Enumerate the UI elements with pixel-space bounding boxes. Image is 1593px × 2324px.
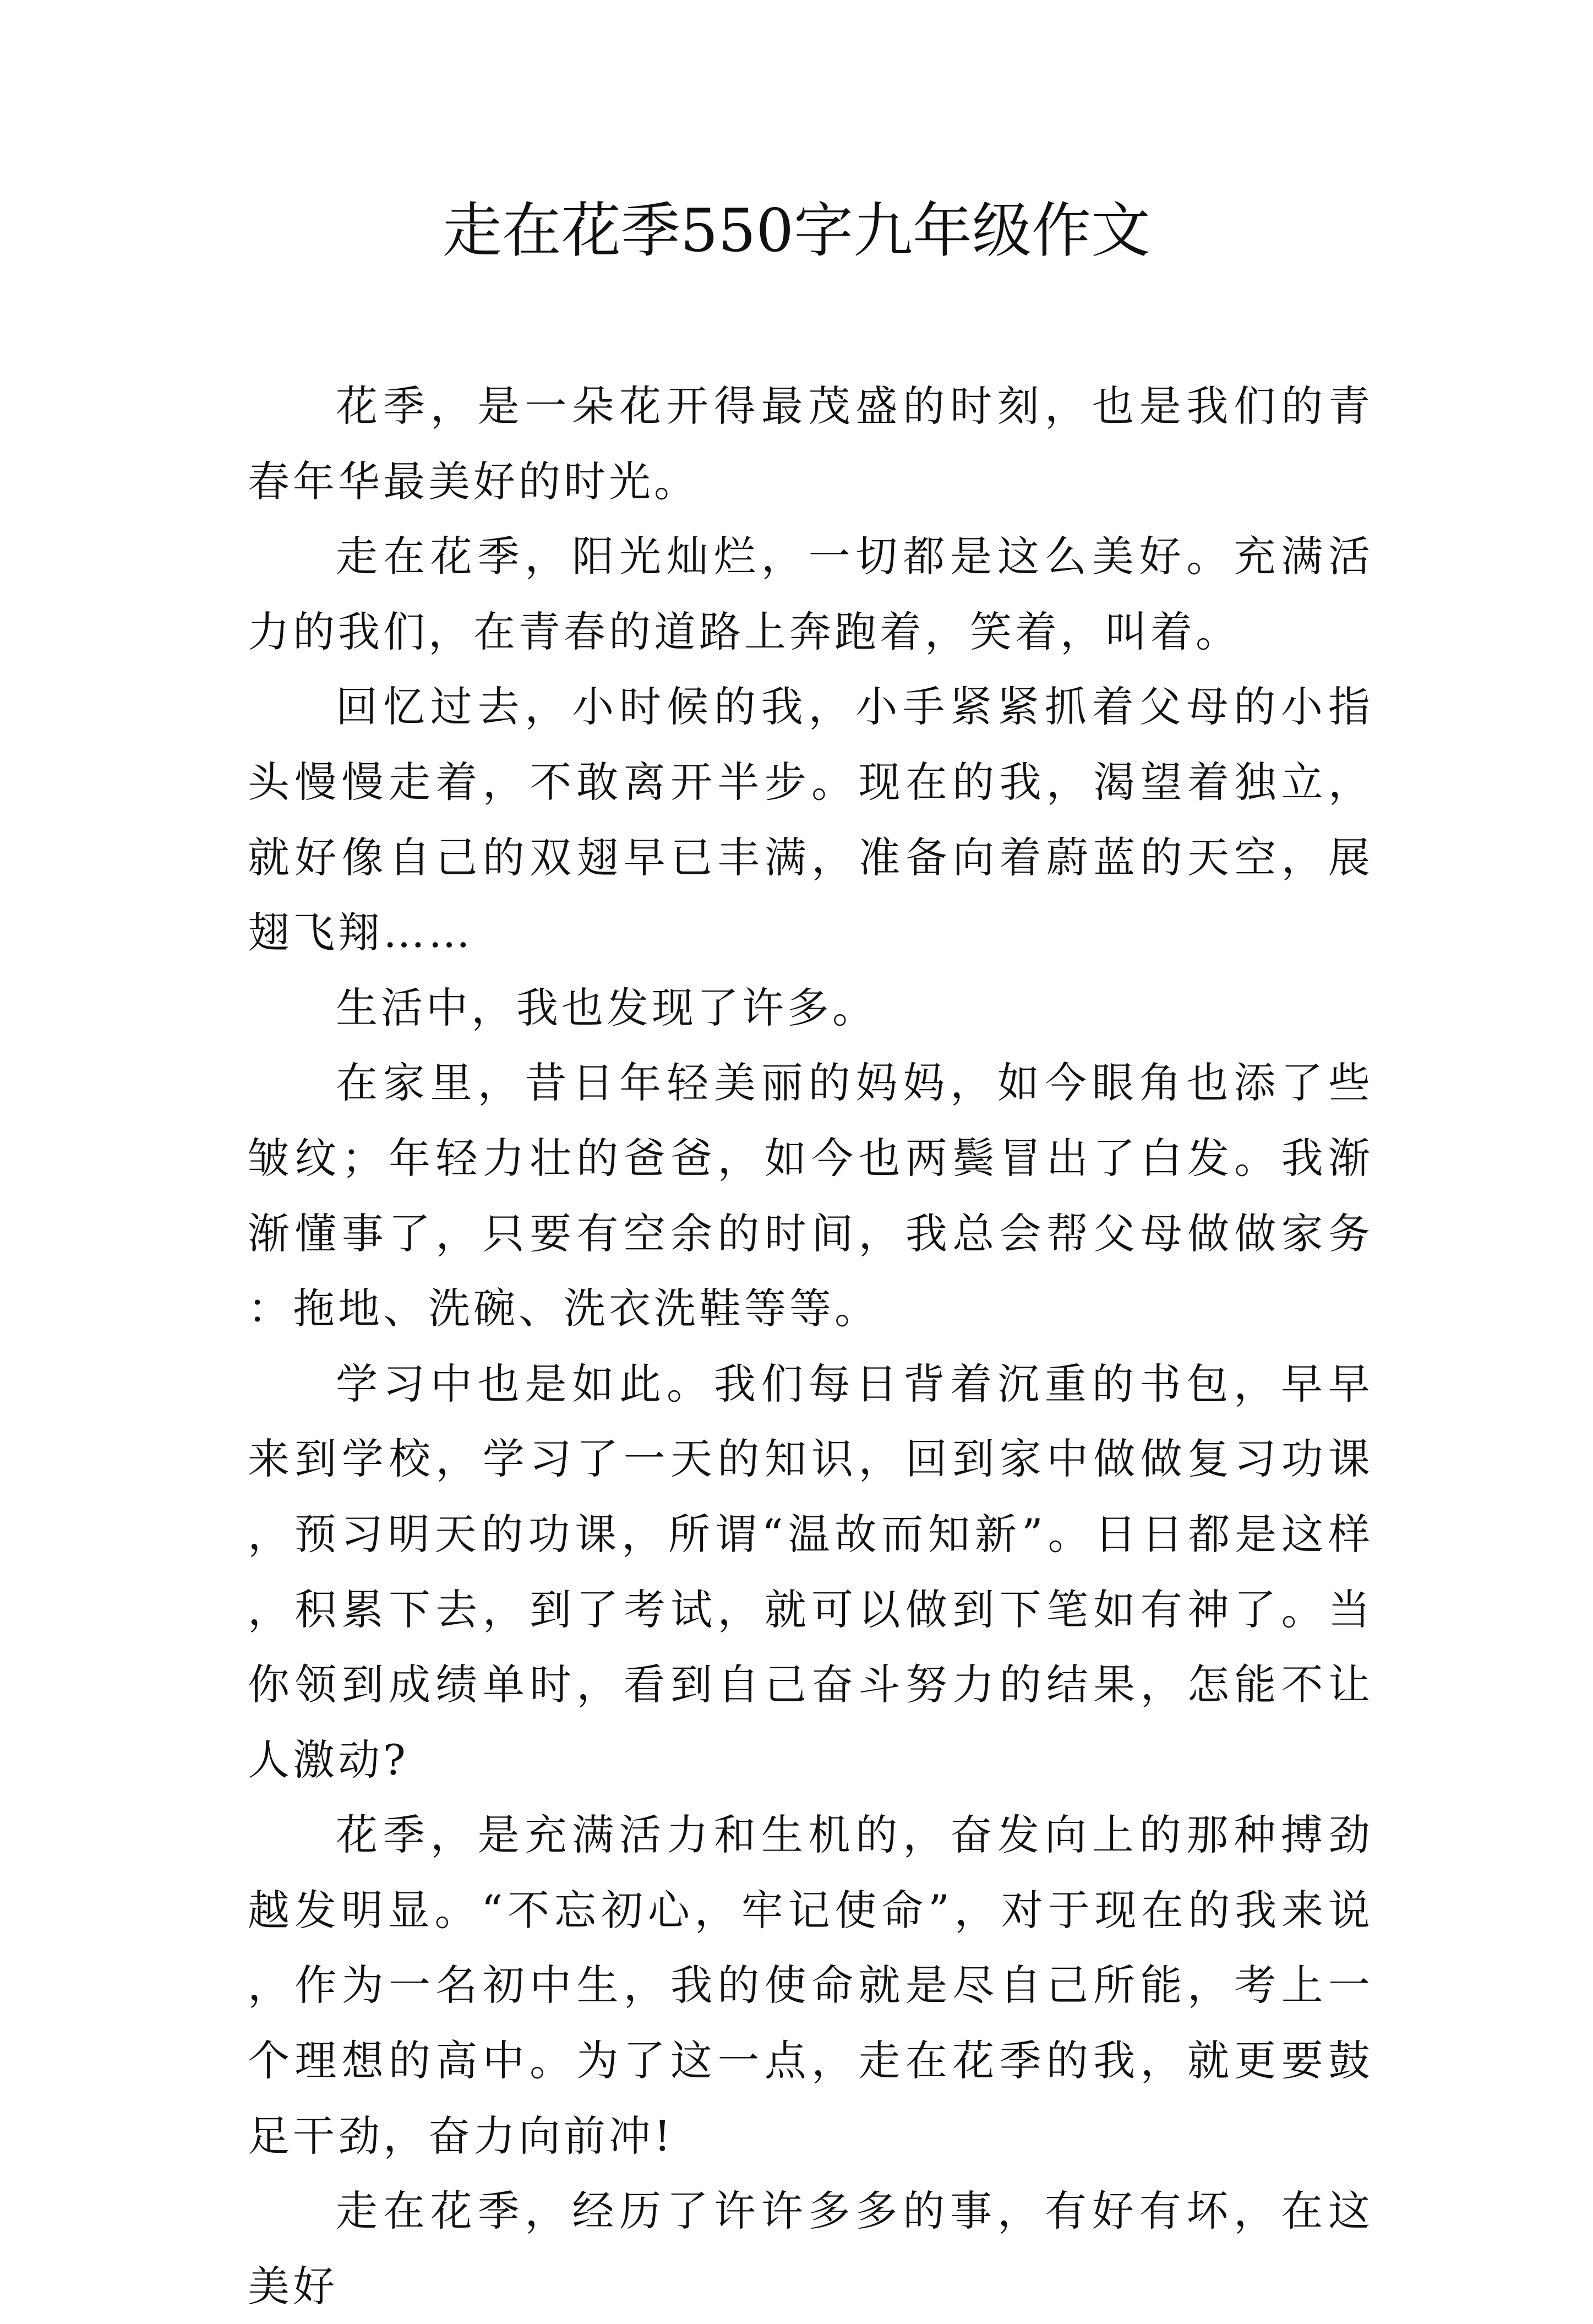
paragraph: 生活中，我也发现了许多。 bbox=[336, 983, 877, 1032]
document-title: 走在花季550字九年级作文 bbox=[442, 197, 1151, 265]
paragraph: 回忆过去，小时候的我，小手紧紧抓着父母的小指头慢慢走着，不敢离开半步。现在的我，渴望着独立，就好像自己的双翅早已丰满，准备向着蔚蓝的天空，展翅飞翔…… bbox=[248, 682, 1373, 957]
paragraph: 在家里，昔日年轻美丽的妈妈，如今眼角也添了些皱纹；年轻力壮的爸爸，如今也两鬓冒出了白发。我渐渐懂事了，只要有空余的时间，我总会帮父母做做家务：拖地、洗碗、洗衣洗鞋等等。 bbox=[248, 1058, 1373, 1334]
paragraph: 学习中也是如此。我们每日背着沉重的书包，早早来到学校，学习了一天的知识，回到家中做做复习功课，预习明天的功课，所谓“温故而知新”。日日都是这样，积累下去，到了考试，就可以做到下笔如有神了。当你领到成绩单时，看到自己奋斗努力的结果，怎能不让人激动? bbox=[248, 1359, 1373, 1784]
paragraph: 走在花季，阳光灿烂，一切都是这么美好。充满活力的我们，在青春的道路上奔跑着，笑着，叫着。 bbox=[248, 532, 1373, 656]
document-body bbox=[248, 369, 1373, 2324]
paragraph: 花季，是一朵花开得最茂盛的时刻，也是我们的青春年华最美好的时光。 bbox=[248, 382, 1373, 506]
paragraph: 花季，是充满活力和生机的，奋发向上的那种搏劲越发明显。“不忘初心，牢记使命”，对于现在的我来说，作为一名初中生，我的使命就是尽自己所能，考上一个理想的高中。为了这一点，走在花季的我，就更要鼓足干劲，奋力向前冲! bbox=[248, 1810, 1373, 2160]
paragraph: 走在花季，经历了许许多多的事，有好有坏，在这美好 bbox=[248, 2186, 1373, 2311]
